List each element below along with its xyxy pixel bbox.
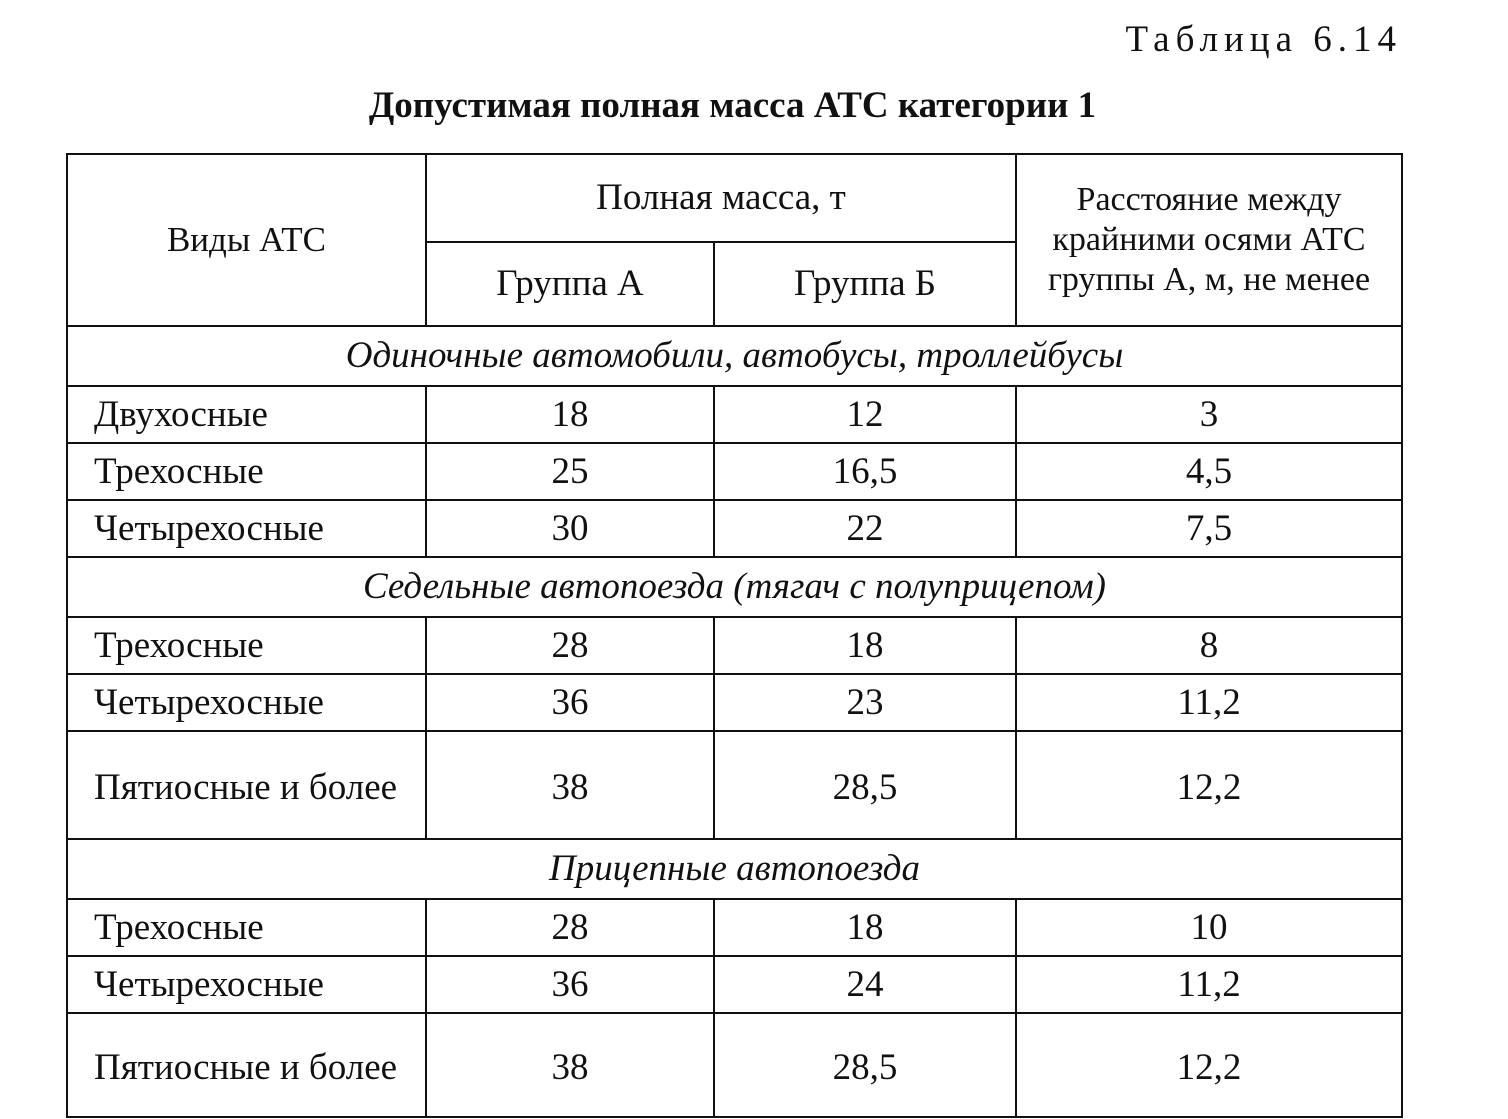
cell-group-a: 36 (426, 674, 714, 731)
cell-distance: 4,5 (1016, 443, 1402, 500)
table-row (67, 1013, 1402, 1117)
row-name: Четырехосные (67, 500, 426, 557)
row-name: Двухосные (67, 386, 426, 443)
table-row (67, 617, 1402, 674)
row-name: Трехосные (67, 899, 426, 956)
cell-distance: 3 (1016, 386, 1402, 443)
table-row (67, 443, 1402, 500)
row-name: Пятиосные и более (67, 731, 426, 839)
table-row (67, 899, 1402, 956)
cell-group-a: 25 (426, 443, 714, 500)
header-group-b: Группа Б (714, 242, 1016, 326)
cell-distance: 10 (1016, 899, 1402, 956)
cell-distance: 12,2 (1016, 1013, 1402, 1117)
cell-distance: 7,5 (1016, 500, 1402, 557)
data-table (66, 153, 1403, 1118)
table-row (67, 956, 1402, 1013)
section-title: Седельные автопоезда (тягач с полуприцепом) (67, 557, 1402, 617)
row-name: Трехосные (67, 617, 426, 674)
table-row (67, 731, 1402, 839)
cell-group-a: 18 (426, 386, 714, 443)
cell-group-b: 18 (714, 899, 1016, 956)
cell-group-b: 16,5 (714, 443, 1016, 500)
cell-group-a: 36 (426, 956, 714, 1013)
header-group-a: Группа А (426, 242, 714, 326)
cell-distance: 11,2 (1016, 956, 1402, 1013)
cell-group-a: 28 (426, 617, 714, 674)
cell-group-b: 18 (714, 617, 1016, 674)
cell-group-a: 38 (426, 1013, 714, 1117)
header-distance: Расстояние между крайними осями АТС группы А, м, не менее (1016, 154, 1402, 326)
header-mass: Полная масса, т (426, 154, 1016, 242)
cell-distance: 12,2 (1016, 731, 1402, 839)
cell-distance: 11,2 (1016, 674, 1402, 731)
cell-group-b: 28,5 (714, 1013, 1016, 1117)
table-row (67, 674, 1402, 731)
table-row (67, 386, 1402, 443)
cell-group-b: 22 (714, 500, 1016, 557)
cell-group-b: 24 (714, 956, 1016, 1013)
header-types: Виды АТС (67, 154, 426, 326)
row-name: Трехосные (67, 443, 426, 500)
cell-group-b: 23 (714, 674, 1016, 731)
table-row (67, 500, 1402, 557)
cell-group-b: 28,5 (714, 731, 1016, 839)
cell-group-b: 12 (714, 386, 1016, 443)
section-title: Одиночные автомобили, автобусы, троллейбусы (67, 326, 1402, 386)
section-title: Прицепные автопоезда (67, 839, 1402, 899)
row-name: Четырехосные (67, 674, 426, 731)
cell-group-a: 38 (426, 731, 714, 839)
cell-group-a: 30 (426, 500, 714, 557)
table-number: Таблица 6.14 (1125, 19, 1402, 60)
row-name: Пятиосные и более (67, 1013, 426, 1117)
row-name: Четырехосные (67, 956, 426, 1013)
cell-distance: 8 (1016, 617, 1402, 674)
table-title: Допустимая полная масса АТС категории 1 (368, 85, 1097, 126)
cell-group-a: 28 (426, 899, 714, 956)
